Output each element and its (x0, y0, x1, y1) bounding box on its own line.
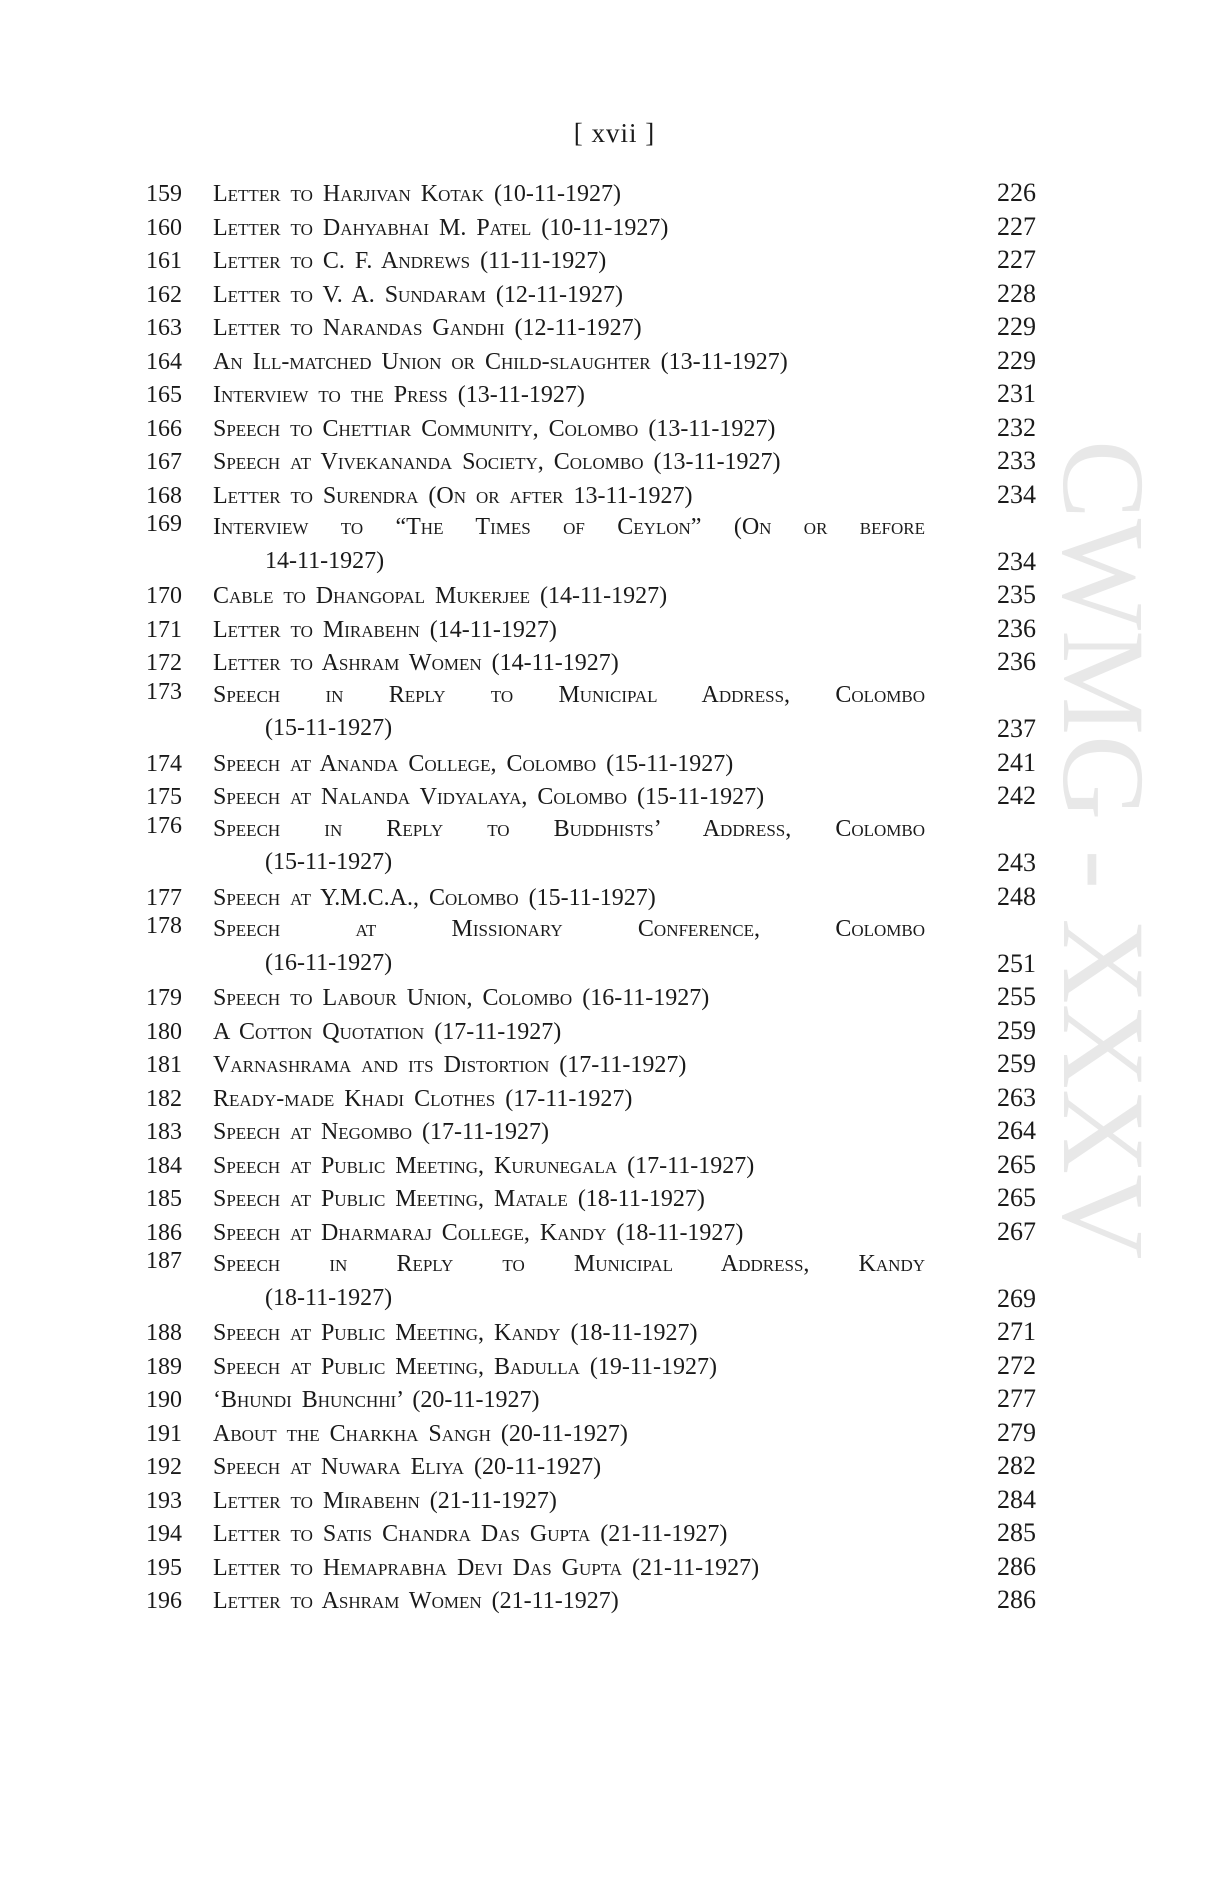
entry-title: Letter to Narandas Gandhi (12-11-1927) (213, 315, 642, 341)
entry-page-number-text: 264 (997, 1116, 1036, 1145)
toc-entry (146, 679, 1036, 746)
entry-title-block (213, 1451, 966, 1485)
toc-entry (146, 1181, 1036, 1215)
entry-page-number (966, 679, 1036, 746)
entry-title: Speech in Reply to Buddhists’ Address, Colombo (213, 815, 925, 842)
toc-entry (146, 344, 1036, 378)
entry-title-block (213, 679, 966, 746)
toc-entry (146, 1516, 1036, 1550)
entry-title-block (213, 1317, 966, 1351)
entry-title-block (213, 1083, 966, 1117)
entry-number: 187 (146, 1248, 182, 1274)
entry-number: 178 (146, 913, 182, 939)
watermark (1040, 440, 1160, 1480)
entry-page-number-text: 263 (997, 1082, 1036, 1112)
entry-page-number (966, 612, 1036, 646)
entry-number: 161 (146, 248, 182, 274)
entry-page-number (966, 779, 1036, 813)
entry-number: 171 (146, 616, 182, 643)
entry-title-block (213, 1585, 966, 1619)
entry-page-number-text: 265 (997, 1183, 1036, 1212)
entry-title-block (213, 1183, 966, 1217)
entry-page-number-text: 228 (997, 278, 1036, 308)
entry-number: 175 (146, 784, 182, 810)
entry-number: 186 (146, 1219, 182, 1246)
entry-title-block (213, 279, 966, 313)
entry-number: 173 (146, 678, 182, 705)
entry-number: 162 (146, 281, 182, 308)
entry-title: Letter to Mirabehn (21-11-1927) (213, 1487, 557, 1514)
entry-page-number (966, 645, 1036, 679)
entry-page-number (966, 444, 1036, 478)
entry-title-block (213, 212, 966, 246)
entry-title: Letter to V. A. Sundaram (12-11-1927) (213, 281, 623, 308)
entry-title: Speech at Public Meeting, Matale (18-11-1927) (213, 1186, 705, 1212)
entry-title: Letter to Ashram Women (14-11-1927) (213, 650, 619, 676)
entry-title: Speech at Nuwara Eliya (20-11-1927) (213, 1454, 602, 1480)
entry-page-number (966, 1148, 1036, 1182)
entry-title-block (213, 913, 966, 980)
entry-title: Ready-made Khadi Clothes (17-11-1927) (213, 1085, 633, 1112)
entry-title-block (213, 379, 966, 413)
entry-number: 185 (146, 1186, 182, 1212)
entry-title-block (213, 1485, 966, 1519)
entry-title-block (213, 882, 966, 916)
entry-title-block (213, 1016, 966, 1050)
toc-entry (146, 1583, 1036, 1617)
entry-title: Letter to Hemaprabha Devi Das Gupta (21-11-1927) (213, 1554, 760, 1581)
entry-page-number (966, 1047, 1036, 1081)
entry-page-number-text: 255 (997, 982, 1036, 1011)
entry-page-number (966, 411, 1036, 445)
toc-entry (146, 1349, 1036, 1383)
entry-page-number (966, 210, 1036, 244)
entry-number: 174 (146, 750, 182, 777)
entry-title-block (213, 1552, 966, 1586)
toc-entry (146, 511, 1036, 578)
entry-number: 192 (146, 1454, 182, 1480)
entry-number: 170 (146, 583, 182, 609)
entry-number: 177 (146, 884, 182, 911)
entry-title: About the Charkha Sangh (20-11-1927) (213, 1420, 628, 1447)
toc-entry (146, 478, 1036, 512)
entry-title-block (213, 1351, 966, 1385)
entry-page-number-text: 248 (997, 881, 1036, 911)
entry-page-number (966, 1014, 1036, 1048)
entry-title: Speech at Nalanda Vidyalaya, Colombo (15-11-1927) (213, 784, 765, 810)
toc-entry (146, 411, 1036, 445)
toc-entry (146, 1215, 1036, 1249)
entry-title: Speech to Labour Union, Colombo (16-11-1927) (213, 985, 710, 1011)
entry-number: 176 (146, 812, 182, 839)
entry-title-block (213, 1116, 966, 1150)
entry-number: 190 (146, 1387, 182, 1413)
entry-title: ‘Bhundi Bhunchhi’ (20-11-1927) (213, 1387, 540, 1413)
entry-title-block (213, 413, 966, 447)
entry-page-number-text: 243 (997, 848, 1036, 877)
entry-page-number-text: 233 (997, 446, 1036, 475)
toc-entry (146, 176, 1036, 210)
entry-title: Letter to Ashram Women (21-11-1927) (213, 1588, 619, 1614)
entry-page-number (966, 913, 1036, 980)
entry-title: Speech at Dharmaraj College, Kandy (18-11-1927) (213, 1219, 744, 1246)
entry-title: Cable to Dhangopal Mukerjee (14-11-1927) (213, 583, 668, 609)
entry-number: 179 (146, 985, 182, 1011)
entry-title: Speech at Vivekananda Society, Colombo (13-11-1927) (213, 449, 781, 475)
toc-entry (146, 310, 1036, 344)
entry-number: 160 (146, 214, 182, 241)
entry-number: 169 (146, 511, 182, 537)
entry-page-number-text: 229 (997, 312, 1036, 341)
entry-page-number-text: 265 (997, 1149, 1036, 1179)
entry-number: 188 (146, 1320, 182, 1346)
toc-entry (146, 746, 1036, 780)
toc-entry (146, 1014, 1036, 1048)
entry-title: Speech at Missionary Conference, Colombo (213, 916, 925, 942)
entry-title-block (213, 446, 966, 480)
entry-title: Speech at Public Meeting, Badulla (19-11-1927) (213, 1353, 717, 1380)
entry-title-block (213, 312, 966, 346)
entry-title: Speech at Y.M.C.A., Colombo (15-11-1927) (213, 884, 656, 911)
entry-title-continuation: (15-11-1927) (265, 715, 393, 741)
entry-page-number (966, 243, 1036, 277)
entry-number: 193 (146, 1487, 182, 1514)
entry-title-block (213, 1418, 966, 1452)
entry-page-number (966, 980, 1036, 1014)
entry-page-number (966, 310, 1036, 344)
entry-title: Varnashrama and its Distortion (17-11-1927) (213, 1052, 687, 1078)
entry-title: Letter to Dahyabhai M. Patel (10-11-1927) (213, 214, 669, 241)
entry-page-number (966, 813, 1036, 880)
toc-entry (146, 444, 1036, 478)
entry-number: 191 (146, 1420, 182, 1447)
entry-title-block (213, 982, 966, 1016)
entry-page-number-text: 237 (997, 714, 1036, 743)
entry-title: Interview to “The Times of Ceylon” (On or before (213, 514, 925, 540)
entry-title: Letter to Satis Chandra Das Gupta (21-11-1927) (213, 1521, 728, 1547)
entry-page-number (966, 1583, 1036, 1617)
toc-entry (146, 913, 1036, 980)
entry-page-number-text: 227 (997, 211, 1036, 241)
entry-number: 196 (146, 1588, 182, 1614)
entry-page-number (966, 277, 1036, 311)
entry-page-number-text: 285 (997, 1518, 1036, 1547)
entry-page-number (966, 1349, 1036, 1383)
entry-page-number (966, 880, 1036, 914)
entry-page-number-text: 277 (997, 1384, 1036, 1413)
toc-entry (146, 578, 1036, 612)
toc-entry (146, 1315, 1036, 1349)
entry-page-number (966, 1215, 1036, 1249)
entry-title-block (213, 245, 966, 279)
entry-title-block (213, 580, 966, 614)
toc-entry (146, 243, 1036, 277)
entry-number: 182 (146, 1085, 182, 1112)
entry-page-number-text: 234 (997, 479, 1036, 509)
entry-page-number (966, 1516, 1036, 1550)
entry-page-number-text: 232 (997, 412, 1036, 442)
entry-page-number-text: 236 (997, 647, 1036, 676)
toc-entry (146, 377, 1036, 411)
entry-page-number-text: 286 (997, 1551, 1036, 1581)
entry-title-block (213, 178, 966, 212)
entry-title: Speech at Public Meeting, Kurunegala (17-11-1927) (213, 1152, 755, 1179)
entry-page-number (966, 511, 1036, 578)
entry-title-continuation: 14-11-1927) (265, 547, 385, 574)
entry-title-block (213, 480, 966, 514)
entry-title: Speech at Negombo (17-11-1927) (213, 1119, 550, 1145)
entry-number: 189 (146, 1353, 182, 1380)
toc-entry (146, 779, 1036, 813)
toc-entry (146, 1449, 1036, 1483)
entry-page-number-text: 259 (997, 1015, 1036, 1045)
toc-entry (146, 612, 1036, 646)
entry-title: A Cotton Quotation (17-11-1927) (213, 1018, 562, 1045)
entry-page-number-text: 267 (997, 1216, 1036, 1246)
entry-number: 194 (146, 1521, 182, 1547)
entry-number: 166 (146, 415, 182, 442)
entry-page-number-text: 227 (997, 245, 1036, 274)
toc-entry (146, 1550, 1036, 1584)
entry-page-number (966, 176, 1036, 210)
entry-title-block (213, 1248, 966, 1315)
toc-entry (146, 1114, 1036, 1148)
entry-number: 184 (146, 1152, 182, 1179)
toc-entry (146, 980, 1036, 1014)
page-number-header: [ xvii ] (573, 118, 656, 148)
entry-page-number-text: 231 (997, 379, 1036, 408)
entry-title-continuation: (18-11-1927) (265, 1284, 393, 1311)
toc-entry (146, 645, 1036, 679)
entry-page-number-text: 229 (997, 345, 1036, 375)
entry-page-number (966, 1416, 1036, 1450)
entry-page-number-text: 286 (997, 1585, 1036, 1614)
entry-title: Letter to Surendra (On or after 13-11-1927) (213, 482, 693, 509)
entry-title: Letter to Harjivan Kotak (10-11-1927) (213, 181, 622, 207)
entry-title: Speech at Ananda College, Colombo (15-11-1927) (213, 750, 734, 777)
toc-entry (146, 1382, 1036, 1416)
entry-page-number-text: 272 (997, 1350, 1036, 1380)
entry-page-number-text: 269 (997, 1283, 1036, 1313)
toc-entry (146, 277, 1036, 311)
entry-page-number-text: 226 (997, 178, 1036, 207)
entry-page-number-text: 279 (997, 1417, 1036, 1447)
entry-page-number (966, 746, 1036, 780)
entry-title-block (213, 1049, 966, 1083)
entry-title-block (213, 511, 966, 578)
entry-title: An Ill-matched Union or Child-slaughter (13-11-1927) (213, 348, 788, 375)
entry-page-number (966, 1114, 1036, 1148)
entry-title: Speech to Chettiar Community, Colombo (13-11-1927) (213, 415, 776, 442)
entry-page-number-text: 236 (997, 613, 1036, 643)
entry-title-continuation: (15-11-1927) (265, 849, 393, 875)
toc-entry (146, 1483, 1036, 1517)
entry-number: 167 (146, 449, 182, 475)
entry-page-number (966, 344, 1036, 378)
entry-page-number (966, 1315, 1036, 1349)
entry-title: Letter to Mirabehn (14-11-1927) (213, 616, 557, 643)
entry-page-number-text: 282 (997, 1451, 1036, 1480)
entry-number: 165 (146, 382, 182, 408)
entry-page-number (966, 1449, 1036, 1483)
entry-page-number-text: 284 (997, 1484, 1036, 1514)
entry-number: 164 (146, 348, 182, 375)
entry-title-block (213, 813, 966, 880)
entry-number: 180 (146, 1018, 182, 1045)
entry-title-block (213, 647, 966, 681)
entry-number: 195 (146, 1554, 182, 1581)
entry-page-number (966, 1081, 1036, 1115)
entry-number: 183 (146, 1119, 182, 1145)
entry-page-number (966, 1550, 1036, 1584)
entry-title-block (213, 748, 966, 782)
toc-entry (146, 210, 1036, 244)
entry-page-number (966, 478, 1036, 512)
toc-entry (146, 813, 1036, 880)
entry-page-number (966, 1181, 1036, 1215)
table-of-contents (146, 176, 1036, 1617)
entry-page-number (966, 578, 1036, 612)
entry-page-number (966, 377, 1036, 411)
entry-page-number-text: 251 (997, 948, 1036, 978)
entry-title-continuation: (16-11-1927) (265, 949, 393, 976)
entry-page-number-text: 234 (997, 546, 1036, 576)
entry-number: 163 (146, 315, 182, 341)
entry-page-number-text: 241 (997, 747, 1036, 777)
entry-page-number-text: 259 (997, 1049, 1036, 1078)
entry-title: Speech in Reply to Municipal Address, Colombo (213, 681, 925, 708)
entry-title-block (213, 1150, 966, 1184)
toc-entry (146, 1416, 1036, 1450)
entry-number: 168 (146, 482, 182, 509)
watermark-text: CWMG - XXXV (1040, 440, 1160, 1260)
entry-number: 181 (146, 1052, 182, 1078)
entry-page-number-text: 242 (997, 781, 1036, 810)
entry-page-number-text: 235 (997, 580, 1036, 609)
entry-title: Interview to the Press (13-11-1927) (213, 382, 585, 408)
entry-title-block (213, 1384, 966, 1418)
entry-page-number (966, 1248, 1036, 1315)
entry-title-block (213, 1518, 966, 1552)
entry-page-number-text: 271 (997, 1317, 1036, 1346)
entry-title: Speech in Reply to Municipal Address, Kandy (213, 1251, 925, 1277)
entry-title-block (213, 614, 966, 648)
entry-title-block (213, 781, 966, 815)
entry-page-number (966, 1483, 1036, 1517)
toc-entry (146, 1081, 1036, 1115)
toc-entry (146, 1047, 1036, 1081)
toc-entry (146, 1148, 1036, 1182)
entry-title: Speech at Public Meeting, Kandy (18-11-1927) (213, 1320, 698, 1346)
entry-title-block (213, 346, 966, 380)
toc-entry (146, 1248, 1036, 1315)
entry-number: 159 (146, 181, 182, 207)
entry-page-number (966, 1382, 1036, 1416)
toc-entry (146, 880, 1036, 914)
entry-title-block (213, 1217, 966, 1251)
entry-number: 172 (146, 650, 182, 676)
entry-title: Letter to C. F. Andrews (11-11-1927) (213, 248, 607, 274)
